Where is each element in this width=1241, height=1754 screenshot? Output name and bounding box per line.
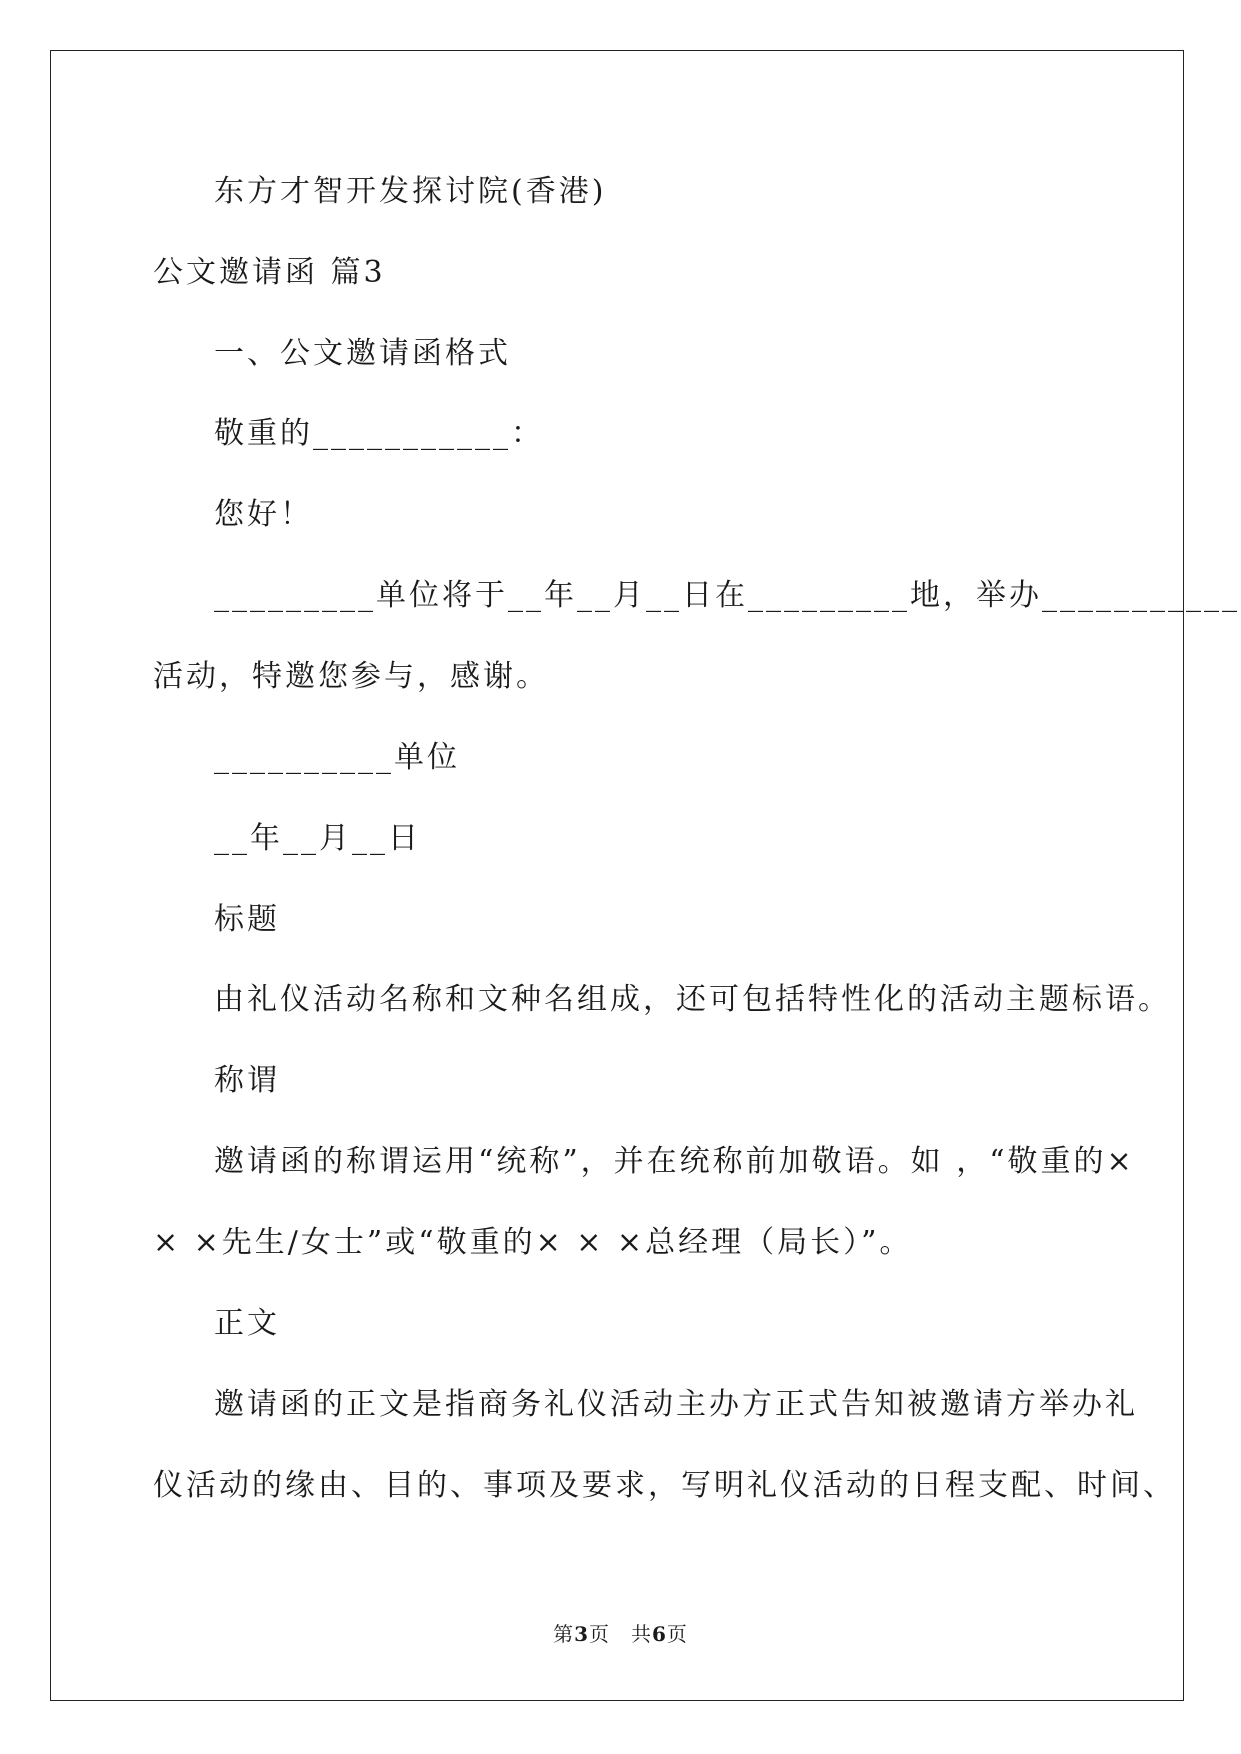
- text-line: 仪活动的缘由、目的、事项及要求，写明礼仪活动的日程支配、时间、: [153, 1468, 1176, 1503]
- subheading: 称谓: [214, 1063, 280, 1098]
- text-line: 邀请函的正文是指商务礼仪活动主办方正式告知被邀请方举办礼: [214, 1387, 1138, 1422]
- footer-prefix: 第: [553, 1622, 575, 1646]
- subheading: 标题: [214, 902, 280, 937]
- text-line: 一、公文邀请函格式: [214, 336, 511, 371]
- text-line: × ×先生/女士”或“敬重的× × ×总经理（局长）”。: [153, 1225, 913, 1260]
- subheading: 正文: [214, 1306, 280, 1341]
- page-border: [50, 50, 1184, 1701]
- text-line: __________单位: [214, 740, 460, 775]
- text-line: 由礼仪活动名称和文种名组成，还可包括特性化的活动主题标语。: [214, 982, 1171, 1017]
- text-line: __年__月__日: [214, 821, 421, 856]
- text-line: 您好！: [214, 497, 313, 532]
- text-line: _________单位将于__年__月__日在_________地，举办___________: [214, 578, 1240, 613]
- section-heading: 公文邀请函 篇3: [153, 255, 386, 290]
- footer-middle: 页 共: [589, 1622, 652, 1646]
- text-line: 敬重的___________：: [214, 416, 544, 451]
- page-footer: [0, 1622, 1241, 1646]
- text-line: 邀请函的称谓运用“统称”，并在统称前加敬语。如 ，“敬重的×: [214, 1144, 1135, 1179]
- text-line: 东方才智开发探讨院(香港): [214, 174, 607, 209]
- total-pages-number: 6: [652, 1622, 667, 1646]
- footer-suffix: 页: [666, 1622, 688, 1646]
- text-line: 活动，特邀您参与，感谢。: [153, 659, 549, 694]
- current-page-number: 3: [574, 1622, 589, 1646]
